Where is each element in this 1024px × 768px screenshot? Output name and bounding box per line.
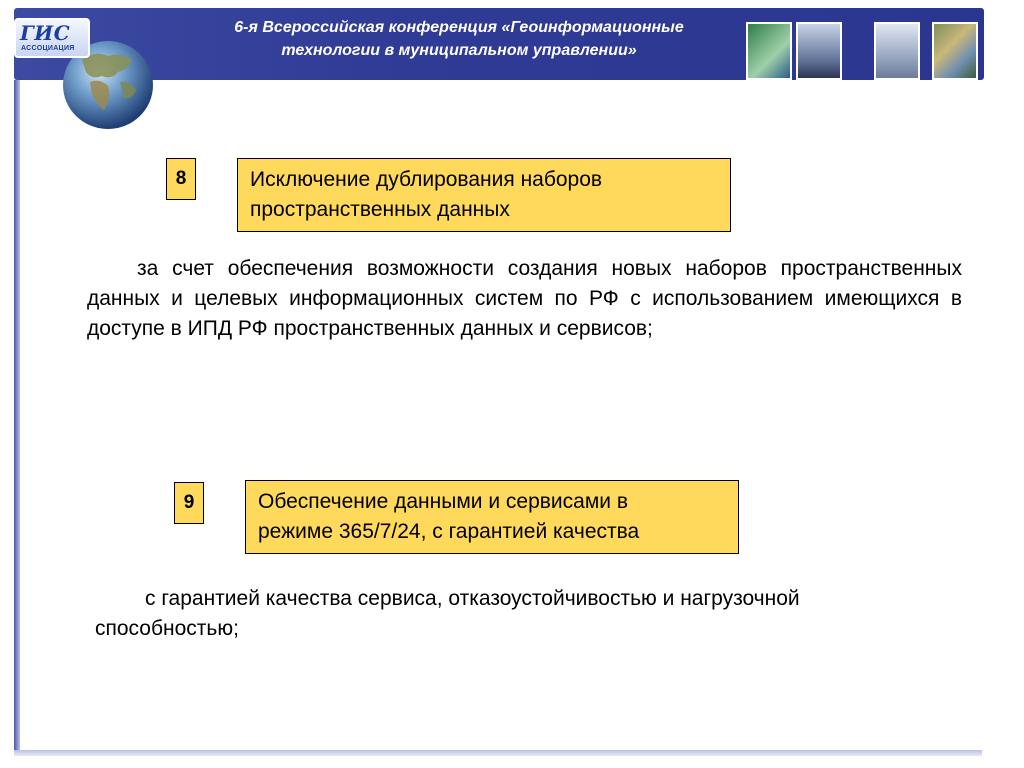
item-heading-line2: пространственных данных	[250, 198, 510, 221]
item-heading-line1: Обеспечение данными и сервисами в	[258, 490, 628, 513]
map-image	[932, 22, 978, 80]
conference-title	[164, 16, 754, 62]
item-heading-line2: режиме 365/7/24, с гарантией качества	[258, 520, 640, 543]
logo-text: ГИС	[20, 21, 71, 45]
item-heading-box	[245, 480, 739, 554]
item-body: за счет обеспечения возможности создания новых наборов пространственных данных и целевых информационных систем по РФ с использованием имеющихся в доступе в ИПД РФ пространственных данных и сервисов;	[87, 257, 962, 340]
item-heading-box	[237, 158, 731, 232]
header-band	[14, 8, 984, 80]
item-body-text	[87, 254, 962, 344]
item-heading-line1: Исключение дублирования наборов	[250, 168, 603, 191]
gis-association-logo	[14, 18, 90, 58]
buildings-image	[874, 22, 920, 80]
logo-subtext: АССОЦИАЦИЯ	[21, 45, 75, 52]
left-accent-line	[14, 80, 20, 756]
item-body-line2: способностью;	[95, 617, 239, 640]
item-body-line1: с гарантией качества сервиса, отказоустойчивостью и нагрузочной	[145, 587, 800, 610]
software-box-image	[746, 22, 792, 80]
conference-title-line2: технологии в муниципальном управлении»	[281, 42, 637, 59]
surveying-instrument-image	[796, 22, 842, 80]
item-number-badge: 9	[174, 482, 204, 524]
item-number-badge: 8	[166, 158, 196, 200]
conference-title-line1: 6-я Всероссийская конференция «Геоинформационные	[234, 19, 684, 36]
bottom-accent-line	[14, 750, 982, 756]
item-body-text	[95, 584, 975, 644]
